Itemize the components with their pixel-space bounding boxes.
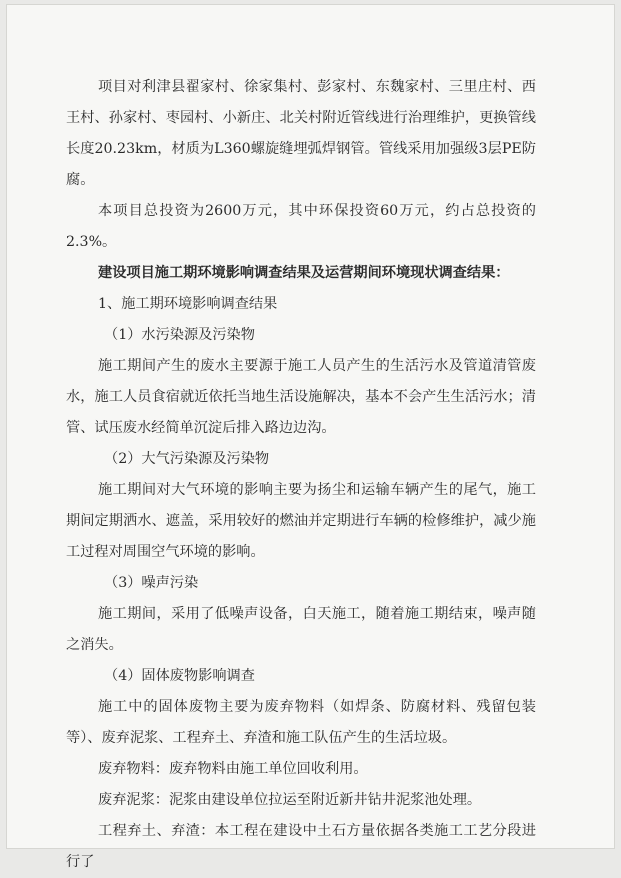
paragraph-spoil: 工程弃土、弃渣：本工程在建设中土石方量依据各类施工工艺分段进行了 [66, 823, 536, 870]
heading-solid-waste: （4）固体废物影响调查 [104, 668, 255, 684]
heading-air-pollution: （2）大气污染源及污染物 [104, 451, 270, 467]
paragraph-waste-materials: 废弃物料：废弃物料由施工单位回收利用。 [98, 761, 368, 777]
heading-noise: （3）噪声污染 [104, 575, 199, 591]
paragraph-noise: 施工期间，采用了低噪声设备，白天施工，随着施工期结束，噪声随之消失。 [66, 606, 536, 653]
paragraph-waste-mud: 废弃泥浆：泥浆由建设单位拉运至附近新井钻井泥浆池处理。 [98, 792, 482, 808]
heading-water-pollution: （1）水污染源及污染物 [104, 327, 255, 343]
document-body [66, 72, 536, 878]
paragraph-water-pollution: 施工期间产生的废水主要源于施工人员产生的生活污水及管道清管废水，施工人员食宿就近依托当地生活设施解决，基本不会产生生活污水；清管、试压废水经简单沉淀后排入路边边沟。 [66, 358, 536, 436]
paragraph-air-pollution: 施工期间对大气环境的影响主要为扬尘和运输车辆产生的尾气，施工期间定期洒水、遮盖，采用较好的燃油并定期进行车辆的检修维护，减少施工过程对周围空气环境的影响。 [66, 482, 536, 560]
paragraph-investment: 本项目总投资为2600万元，其中环保投资60万元，约占总投资的2.3%。 [66, 203, 536, 250]
document-page [6, 4, 615, 870]
section-heading: 建设项目施工期环境影响调查结果及运营期间环境现状调查结果： [98, 265, 510, 281]
subsection-heading-construction: 1、施工期环境影响调查结果 [98, 296, 278, 312]
paragraph-solid-waste: 施工中的固体废物主要为废弃物料（如焊条、防腐材料、残留包装等）、废弃泥浆、工程弃土、弃渣和施工队伍产生的生活垃圾。 [66, 699, 536, 746]
paragraph-project-scope: 项目对利津县翟家村、徐家集村、彭家村、东魏家村、三里庄村、西王村、孙家村、枣园村、小新庄、北关村附近管线进行治理维护，更换管线长度20.23km，材质为L360螺旋缝埋弧焊钢管。管线采用加强级3层PE防腐。 [66, 79, 536, 188]
